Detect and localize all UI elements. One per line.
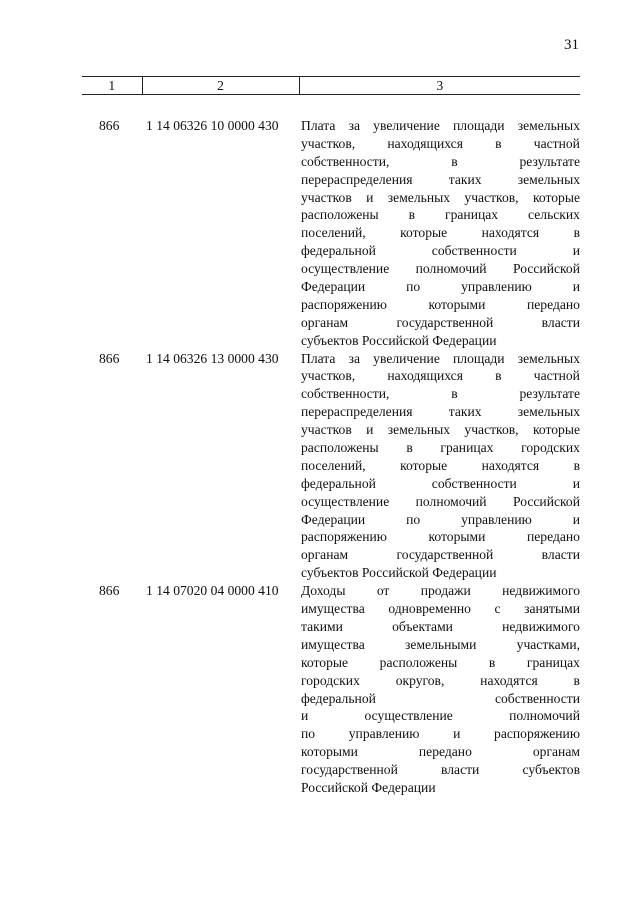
revenue-name-word: результате <box>519 153 580 169</box>
revenue-name-word: границах <box>445 207 499 223</box>
revenue-name-word: передано <box>418 744 472 760</box>
revenue-name-word: частной <box>533 368 580 384</box>
revenue-name-word: в <box>488 654 496 670</box>
revenue-name-word: находятся <box>481 457 540 473</box>
revenue-name-word: которыми <box>428 296 486 312</box>
revenue-name-word: и <box>301 708 309 724</box>
revenue-name-line <box>301 153 580 171</box>
revenue-name-line <box>301 171 580 189</box>
revenue-name-word: границах <box>526 654 580 670</box>
revenue-name-line <box>301 564 580 582</box>
administrator-code-cell: 866 <box>99 350 120 366</box>
revenue-name-word: имущества <box>301 636 365 652</box>
table-row <box>82 582 580 797</box>
revenue-name-word: осуществление <box>364 708 453 724</box>
revenue-name-word: в <box>495 368 502 384</box>
revenue-name-line <box>301 367 580 385</box>
revenue-name-word: которыми <box>301 744 358 760</box>
revenue-name-word: частной <box>533 135 580 151</box>
revenue-name-line <box>301 707 580 725</box>
revenue-name-line <box>301 242 580 260</box>
revenue-name-word: в <box>495 135 502 151</box>
revenue-name-line <box>301 224 580 242</box>
revenue-name-line <box>301 725 580 743</box>
revenue-name-word: находящихся <box>387 135 463 151</box>
revenue-name-line <box>301 743 580 761</box>
column-header-1: 1 <box>82 77 142 95</box>
revenue-name-word: органам <box>532 744 580 760</box>
page-number: 31 <box>564 37 579 53</box>
revenue-name-word: которые <box>400 457 448 473</box>
revenue-name-word: участков, <box>301 135 356 151</box>
revenue-name-line <box>301 618 580 636</box>
revenue-name-word: органам <box>301 547 349 563</box>
revenue-name-word: границах <box>440 440 494 456</box>
revenue-name-word: в <box>406 440 413 456</box>
revenue-name-cell <box>299 117 580 350</box>
budget-code-cell: 1 14 07020 04 0000 410 <box>146 583 279 599</box>
revenue-name-line <box>301 296 580 314</box>
revenue-name-line <box>301 636 580 654</box>
revenue-name-word: и <box>453 726 461 742</box>
revenue-name-line <box>301 690 580 708</box>
revenue-name-word: от <box>376 583 390 599</box>
revenue-name-line <box>301 260 580 278</box>
revenue-name-word: таких <box>448 404 482 420</box>
header-spacer <box>82 95 580 118</box>
revenue-name-word: органам <box>301 314 349 330</box>
revenue-name-word: федеральной <box>301 243 376 259</box>
revenue-name-word: таких <box>448 171 482 187</box>
revenue-name-word: осуществление полномочий Российской <box>301 261 580 277</box>
revenue-name-word: которые <box>301 654 349 670</box>
revenue-name-word: Федерации <box>301 511 366 527</box>
revenue-name-word: имущества одновременно с занятыми <box>301 601 580 617</box>
revenue-name-word: расположены <box>379 654 458 670</box>
revenue-name-line <box>301 421 580 439</box>
revenue-name-line <box>301 546 580 564</box>
revenue-name-word: округов, <box>395 672 445 688</box>
revenue-name-word: государственной <box>396 547 494 563</box>
revenue-name-word: участков, <box>301 368 356 384</box>
revenue-name-line <box>301 600 580 618</box>
revenue-name-word: по <box>406 279 421 295</box>
revenue-name-word: собственности, <box>301 153 390 169</box>
revenue-name-line <box>301 779 580 797</box>
revenue-name-word: Доходы <box>301 583 346 599</box>
revenue-name-word: находятся <box>481 225 540 241</box>
revenue-name-word: перераспределения <box>301 404 413 420</box>
revenue-name-word: распоряжению <box>494 726 580 742</box>
revenue-name-word: субъектов <box>522 762 580 778</box>
column-header-2: 2 <box>142 77 299 95</box>
revenue-name-word: и <box>572 279 580 295</box>
revenue-name-cell <box>299 350 580 583</box>
revenue-name-word: власти <box>541 547 580 563</box>
revenue-name-word: и <box>572 511 580 527</box>
revenue-name-word: в <box>451 153 458 169</box>
revenue-name-line <box>301 439 580 457</box>
revenue-name-line <box>301 457 580 475</box>
revenue-name-line <box>301 206 580 224</box>
revenue-name-word: распоряжению <box>301 296 387 312</box>
revenue-name-word: собственности <box>431 243 517 259</box>
revenue-name-line <box>301 332 580 350</box>
revenue-name-line <box>301 511 580 529</box>
administrator-code-cell: 866 <box>99 118 120 133</box>
revenue-name-word: недвижимого <box>502 583 580 599</box>
revenue-name-cell <box>299 582 580 797</box>
revenue-name-word: земельными <box>405 636 477 652</box>
administrator-code-cell: 866 <box>99 583 120 599</box>
table-body <box>82 95 580 797</box>
revenue-name-word: сельских <box>528 207 580 223</box>
revenue-name-word: Федерации <box>301 279 366 295</box>
revenue-name-word: государственной <box>396 314 494 330</box>
revenue-name-word: участков и земельных участков, которые <box>301 422 580 438</box>
revenue-name-word: находящихся <box>387 368 463 384</box>
revenue-name-word: объектами <box>392 618 453 634</box>
revenue-name-line <box>301 672 580 690</box>
revenue-name-word: осуществление полномочий Российской <box>301 493 580 509</box>
revenue-name-word: поселений, <box>301 225 366 241</box>
table-row <box>82 350 580 583</box>
table-header-row <box>82 77 580 95</box>
revenue-name-word: власти <box>441 762 480 778</box>
revenue-name-word: поселений, <box>301 457 366 473</box>
revenue-name-word: власти <box>541 314 580 330</box>
table-row <box>82 117 580 350</box>
revenue-name-word: передано <box>527 529 580 545</box>
revenue-name-word: продажи <box>420 583 471 599</box>
revenue-name-word: результате <box>519 386 580 402</box>
revenue-name-word: находятся <box>480 672 538 688</box>
revenue-name-word: собственности <box>494 690 580 706</box>
revenue-name-word: и <box>572 243 580 259</box>
revenue-name-word: по <box>301 726 316 742</box>
revenue-name-word: в <box>408 207 416 223</box>
revenue-name-word: управлению <box>461 279 532 295</box>
revenue-name-line <box>301 189 580 207</box>
revenue-name-word: расположены <box>301 207 379 223</box>
revenue-name-word: собственности, <box>301 386 390 402</box>
revenue-name-word: субъектов Российской Федерации <box>301 565 497 581</box>
revenue-name-line <box>301 350 580 368</box>
revenue-name-line <box>301 385 580 403</box>
revenue-name-word: федеральной <box>301 690 376 706</box>
revenue-name-line <box>301 528 580 546</box>
revenue-name-line <box>301 761 580 779</box>
revenue-name-line <box>301 314 580 332</box>
revenue-name-line <box>301 135 580 153</box>
revenue-name-word: государственной <box>301 762 398 778</box>
revenue-name-word: в <box>573 457 580 473</box>
revenue-name-line <box>301 654 580 672</box>
revenue-name-word: федеральной <box>301 475 376 491</box>
revenue-name-line <box>301 582 580 600</box>
budget-code-cell: 1 14 06326 13 0000 430 <box>146 350 279 366</box>
revenue-name-word: земельных <box>517 171 580 187</box>
revenue-name-word: городских <box>521 440 580 456</box>
revenue-name-word: управлению <box>461 511 532 527</box>
revenue-name-word: земельных <box>517 404 580 420</box>
revenue-name-word: распоряжению <box>301 529 387 545</box>
revenue-name-word: по <box>406 511 421 527</box>
revenue-name-line <box>301 278 580 296</box>
revenue-name-line <box>301 117 580 135</box>
revenue-name-word: участками, <box>516 636 580 652</box>
revenue-name-word: субъектов Российской Федерации <box>301 332 497 348</box>
revenue-name-word: которыми <box>428 529 486 545</box>
revenue-name-word: которые <box>400 225 448 241</box>
revenue-name-word: в <box>573 225 580 241</box>
revenue-name-word: Плата за увеличение площади земельных <box>301 350 580 366</box>
revenue-name-word: Плата за увеличение площади земельных <box>301 118 580 133</box>
revenue-name-word: городских <box>301 672 360 688</box>
revenue-name-line <box>301 403 580 421</box>
revenue-name-word: участков и земельных участков, которые <box>301 189 580 205</box>
revenue-name-word: в <box>451 386 458 402</box>
column-header-3: 3 <box>299 77 580 95</box>
revenue-name-line <box>301 493 580 511</box>
revenue-name-word: в <box>573 672 580 688</box>
revenue-name-word: такими <box>301 618 343 634</box>
revenue-name-word: полномочий <box>509 708 580 724</box>
revenue-name-word: Российской Федерации <box>301 779 436 795</box>
revenue-name-word: перераспределения <box>301 171 413 187</box>
revenue-name-word: недвижимого <box>502 618 580 634</box>
revenue-name-word: собственности <box>431 475 517 491</box>
budget-code-cell: 1 14 06326 10 0000 430 <box>146 118 279 133</box>
revenue-name-line <box>301 475 580 493</box>
budget-classification-table <box>82 76 580 797</box>
revenue-name-word: управлению <box>348 726 420 742</box>
revenue-name-word: передано <box>527 296 580 312</box>
revenue-name-word: расположены <box>301 440 379 456</box>
revenue-name-word: и <box>572 475 580 491</box>
